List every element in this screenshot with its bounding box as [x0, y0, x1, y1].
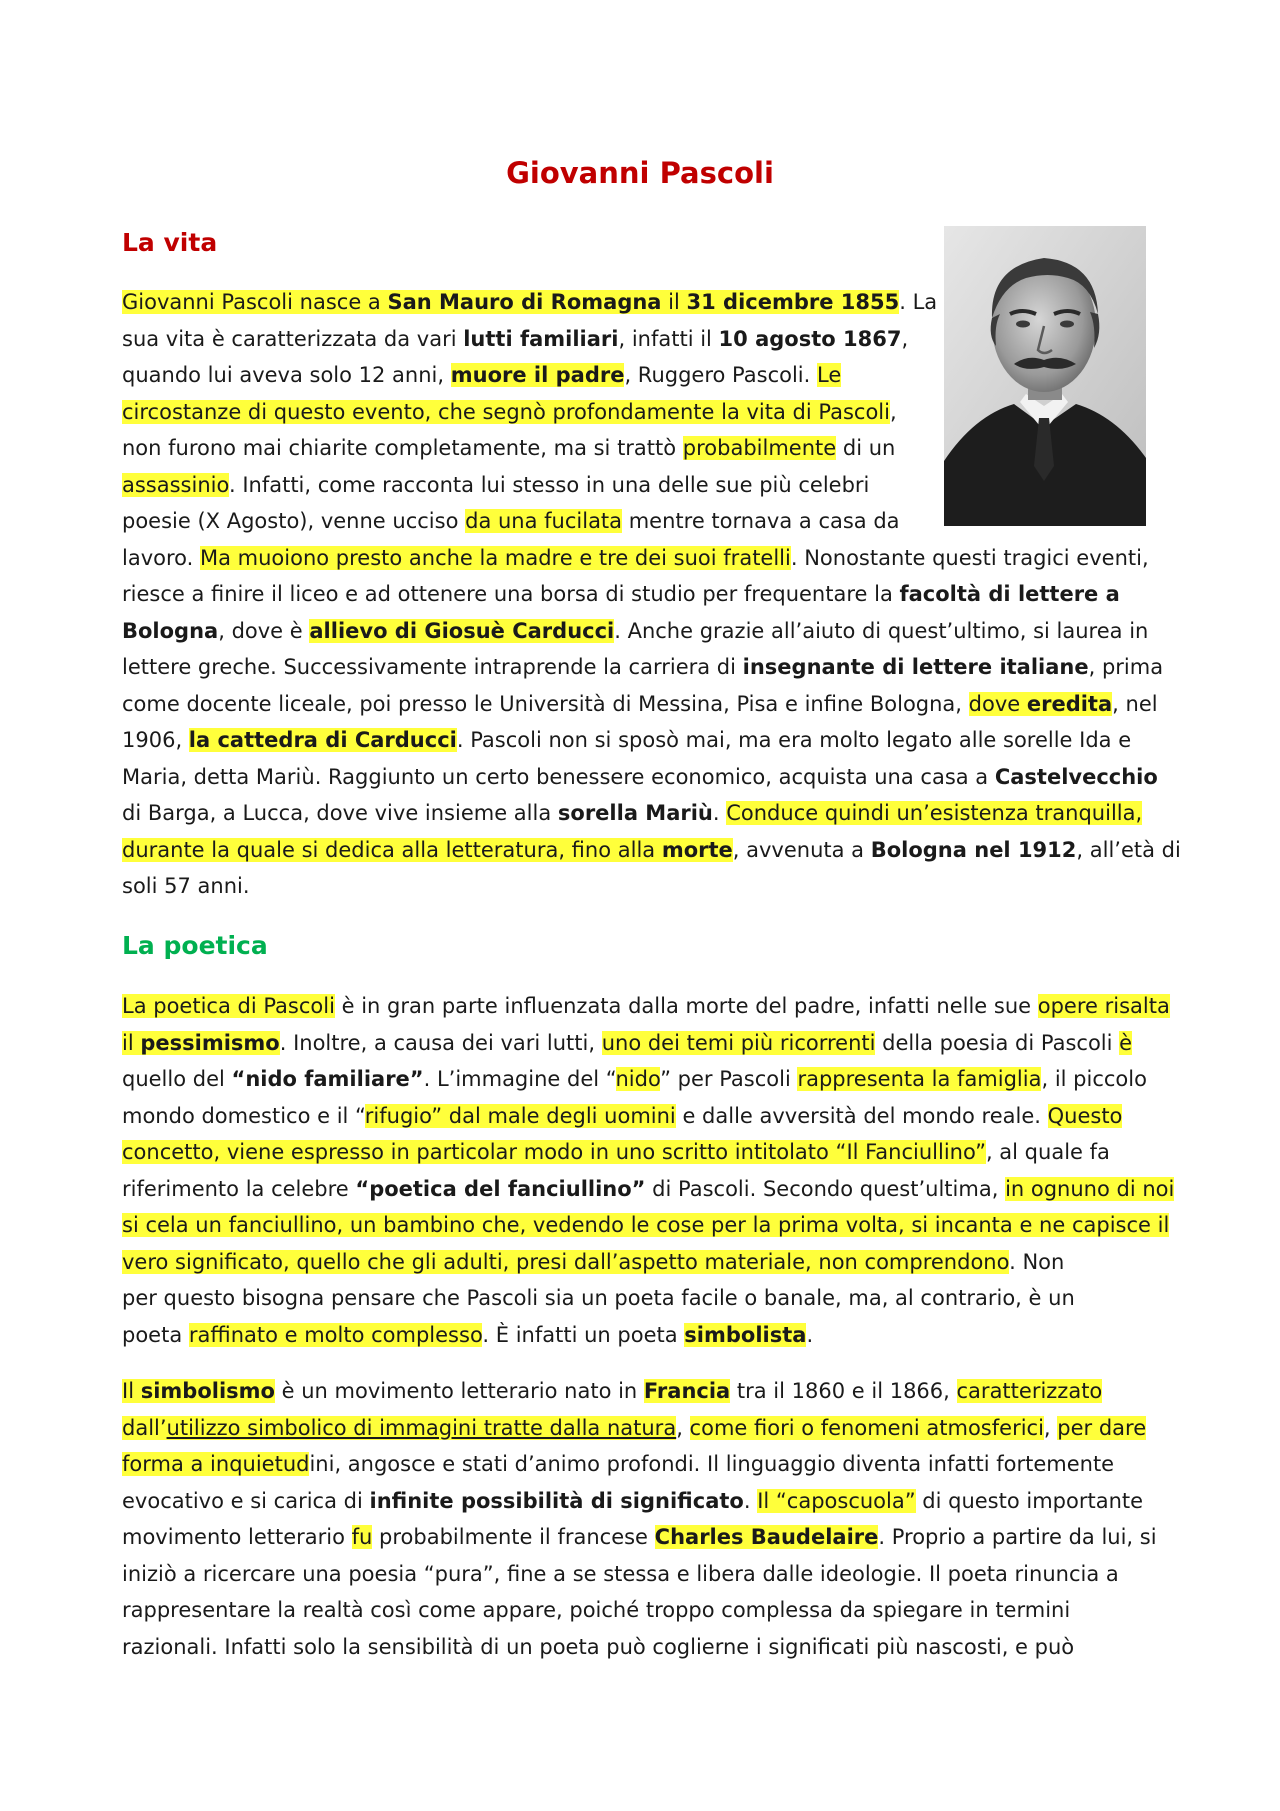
- paragraph-vita: [122, 284, 1181, 905]
- text-run: ini, angosce e stati d’animo profondi. Il linguaggio diventa infatti fortemente: [309, 1452, 1115, 1476]
- text-run: come docente liceale, poi presso le Università di Messina, Pisa e infine Bologna,: [122, 691, 969, 716]
- text-run: razionali. Infatti solo la sensibilità di un poeta può coglierne i significati più nascosti, e può: [122, 1634, 1075, 1659]
- text-run: poeta: [122, 1322, 189, 1347]
- highlighted-text-run: nido: [615, 1067, 661, 1091]
- highlighted-bold-text: simbolista: [684, 1322, 807, 1347]
- highlighted-text-run: Questo: [1047, 1103, 1123, 1128]
- text-run: riesce a finire il liceo e ad ottenere una borsa di studio per frequentare la: [122, 582, 900, 606]
- text-line: [122, 1629, 1157, 1666]
- highlighted-text-run: La poetica di Pascoli: [122, 994, 335, 1018]
- text-run: . Pascoli non si sposò mai, ma era molto legato alle sorelle Ida e: [456, 728, 1132, 752]
- text-run: evocativo e si carica di: [122, 1488, 370, 1513]
- text-run: quello del: [122, 1067, 232, 1091]
- text-run: , dove è: [218, 618, 310, 643]
- text-run: mondo domestico e il “: [122, 1103, 365, 1128]
- text-run: ,: [676, 1415, 690, 1440]
- bold-text: “nido familiare”: [231, 1067, 424, 1091]
- highlighted-text-run: Le: [816, 363, 842, 387]
- highlighted-bold-text: Charles Baudelaire: [654, 1525, 879, 1549]
- text-run: tra il 1860 e il 1866,: [730, 1379, 957, 1403]
- text-line: [122, 795, 1181, 832]
- text-run: . Non: [1009, 1249, 1065, 1274]
- text-run: probabilmente il francese: [372, 1525, 655, 1549]
- text-line: [122, 1519, 1157, 1556]
- highlighted-text-run: in ognuno di noi: [1005, 1176, 1175, 1201]
- text-run: . Nonostante questi tragici eventi,: [790, 545, 1149, 570]
- highlighted-text-run: vero significato, quello che gli adulti, presi dall’aspetto materiale, non comprendono: [122, 1249, 1010, 1274]
- text-line: [122, 1244, 1174, 1281]
- text-line: [122, 1446, 1157, 1483]
- text-run: riferimento la celebre: [122, 1176, 356, 1201]
- text-run: . Anche grazie all’aiuto di quest’ultimo, si laurea in: [614, 618, 1149, 643]
- text-line: [122, 686, 1181, 723]
- text-line: [122, 430, 1181, 467]
- highlighted-text-run: fu: [351, 1525, 373, 1549]
- highlighted-text-run: dall’: [122, 1415, 167, 1440]
- text-run: , avvenuta a: [732, 837, 871, 862]
- text-line: [122, 284, 1181, 321]
- text-run: ,: [889, 399, 897, 424]
- highlighted-text-run: rappresenta la famiglia: [797, 1067, 1042, 1091]
- text-line: [122, 613, 1181, 650]
- highlighted-bold-text: 31 dicembre 1855: [686, 290, 900, 314]
- text-line: [122, 649, 1181, 686]
- bold-text: insegnante di lettere italiane: [742, 655, 1089, 679]
- text-line: [122, 540, 1181, 577]
- text-run: , all’età di: [1076, 837, 1181, 862]
- text-run: . È infatti un poeta: [482, 1322, 685, 1347]
- highlighted-text-run: forma a inquietud: [122, 1452, 310, 1476]
- highlighted-text-run: da una fucilata: [465, 509, 623, 533]
- highlighted-text-run: dove: [968, 691, 1027, 716]
- bold-text: Castelvecchio: [994, 764, 1158, 789]
- text-run: di Barga, a Lucca, dove vive insieme alla: [122, 801, 558, 825]
- text-line: [122, 467, 1181, 504]
- text-line: [122, 394, 1181, 431]
- text-run: , prima: [1088, 655, 1164, 679]
- highlighted-text-run: uno dei temi più ricorrenti: [601, 1030, 876, 1055]
- text-run: è in gran parte influenzata dalla morte del padre, infatti nelle sue: [334, 994, 1038, 1018]
- highlighted-bold-text: San Mauro di Romagna: [387, 290, 662, 314]
- bold-text: 10 agosto 1867: [718, 326, 902, 351]
- text-line: [122, 1207, 1174, 1244]
- highlighted-bold-text: muore il padre: [450, 363, 625, 387]
- text-line: [122, 832, 1181, 869]
- highlighted-text-run: si cela un fanciullino, un bambino che, vedendo le cose per la prima volta, si incanta e ne capisce il: [122, 1213, 1170, 1237]
- highlighted-text-run: durante la quale si dedica alla letteratura, fino alla: [122, 837, 662, 862]
- text-run: ,: [901, 326, 909, 351]
- text-run: di questo importante: [915, 1488, 1144, 1513]
- text-run: , al quale fa: [985, 1140, 1110, 1164]
- highlighted-bold-text: simbolismo: [140, 1379, 275, 1403]
- highlighted-bold-text: la cattedra di Carducci: [188, 728, 457, 752]
- text-line: [122, 1483, 1157, 1520]
- text-line: [122, 1171, 1174, 1208]
- text-run: .: [712, 801, 727, 825]
- text-run: soli 57 anni.: [122, 874, 250, 898]
- bold-text: lutti familiari: [463, 326, 619, 351]
- text-run: di un: [836, 436, 896, 460]
- text-line: [122, 722, 1181, 759]
- highlighted-text-run: il: [122, 1030, 141, 1055]
- highlighted-text-run: Conduce quindi un’esistenza tranquilla,: [726, 801, 1143, 825]
- text-run: .: [743, 1488, 758, 1513]
- highlighted-text-run: rifugio” dal male degli uomini: [364, 1103, 676, 1128]
- bold-text: facoltà di lettere a: [899, 582, 1120, 606]
- highlighted-text-run: per dare: [1057, 1415, 1147, 1440]
- bold-text: Bologna: [122, 618, 219, 643]
- text-run: . La: [899, 290, 938, 314]
- highlighted-text-run: è: [1119, 1030, 1133, 1055]
- bold-text: “poetica del fanciullino”: [355, 1176, 646, 1201]
- text-line: [122, 1317, 1174, 1354]
- bold-text: infinite possibilità di significato: [369, 1488, 744, 1513]
- highlighted-text-run: circostanze di questo evento, che segnò profondamente la vita di Pascoli: [122, 399, 890, 424]
- highlighted-underlined-text: utilizzo simbolico di immagini tratte dalla natura: [166, 1415, 677, 1440]
- highlighted-text-run: come fiori o fenomeni atmosferici: [689, 1415, 1044, 1440]
- text-run: . Infatti, come racconta lui stesso in una delle sue più celebri: [228, 472, 870, 497]
- text-run: ,: [1043, 1415, 1058, 1440]
- text-line: [122, 759, 1181, 796]
- highlighted-text-run: concetto, viene espresso in particolar modo in uno scritto intitolato “Il Fanciullino”: [122, 1140, 986, 1164]
- bold-text: Bologna nel 1912: [870, 837, 1077, 862]
- highlighted-text-run: il: [661, 290, 687, 314]
- text-run: mentre tornava a casa da: [622, 509, 900, 533]
- text-line: [122, 1280, 1174, 1317]
- text-run: ” per Pascoli: [660, 1067, 798, 1091]
- highlighted-bold-text: allievo di Giosuè Carducci: [309, 618, 615, 643]
- text-run: sua vita è caratterizzata da vari: [122, 326, 464, 351]
- highlighted-text-run: opere risalta: [1037, 994, 1170, 1018]
- document-title: Giovanni Pascoli: [506, 156, 774, 190]
- text-run: di Pascoli. Secondo quest’ultima,: [645, 1176, 1006, 1201]
- text-run: poesie (X Agosto), venne ucciso: [122, 509, 466, 533]
- text-run: della poesia di Pascoli: [875, 1030, 1120, 1055]
- text-line: [122, 1025, 1174, 1062]
- highlighted-bold-text: Francia: [643, 1379, 731, 1403]
- highlighted-text-run: Il “caposcuola”: [757, 1488, 916, 1513]
- text-run: , il piccolo: [1041, 1067, 1147, 1091]
- text-run: movimento letterario: [122, 1525, 352, 1549]
- highlighted-bold-text: morte: [661, 837, 733, 862]
- text-line: [122, 1410, 1157, 1447]
- highlighted-text-run: assassinio: [122, 472, 229, 497]
- text-run: e dalle avversità del mondo reale.: [675, 1103, 1048, 1128]
- text-line: [122, 1061, 1174, 1098]
- highlighted-text-run: Ma muoiono presto anche la madre e tre dei suoi fratelli: [199, 545, 791, 570]
- text-run: per questo bisogna pensare che Pascoli sia un poeta facile o banale, ma, al contrario, è un: [122, 1286, 1075, 1310]
- text-run: .: [806, 1322, 814, 1347]
- text-run: quando lui aveva solo 12 anni,: [122, 363, 451, 387]
- text-run: è un movimento letterario nato in: [274, 1379, 644, 1403]
- highlighted-bold-text: pessimismo: [140, 1030, 280, 1055]
- text-run: , Ruggero Pascoli.: [624, 363, 817, 387]
- highlighted-text-run: Il: [122, 1379, 141, 1403]
- text-line: [122, 576, 1181, 613]
- section-heading-vita: La vita: [122, 228, 218, 257]
- text-run: 1906,: [122, 728, 189, 752]
- text-run: . L’immagine del “: [423, 1067, 616, 1091]
- text-line: [122, 868, 1181, 905]
- text-run: , nel: [1112, 691, 1158, 716]
- bold-text: sorella Mariù: [557, 801, 713, 825]
- text-line: [122, 357, 1181, 394]
- paragraph-simbolismo: [122, 1373, 1157, 1665]
- highlighted-bold-text: eredita: [1026, 691, 1113, 716]
- text-run: lettere greche. Successivamente intraprende la carriera di: [122, 655, 743, 679]
- text-run: . Proprio a partire da lui, si: [878, 1525, 1157, 1549]
- paragraph-poetica: [122, 988, 1174, 1353]
- highlighted-text-run: caratterizzato: [956, 1379, 1103, 1403]
- text-line: [122, 1556, 1157, 1593]
- text-line: [122, 1592, 1157, 1629]
- text-line: [122, 988, 1174, 1025]
- text-run: , infatti il: [618, 326, 719, 351]
- text-line: [122, 1373, 1157, 1410]
- highlighted-text-run: Giovanni Pascoli nasce a: [122, 290, 388, 314]
- section-heading-poetica: La poetica: [122, 931, 268, 960]
- highlighted-text-run: raffinato e molto complesso: [188, 1322, 483, 1347]
- text-run: Maria, detta Mariù. Raggiunto un certo benessere economico, acquista una casa a: [122, 764, 995, 789]
- highlighted-text-run: probabilmente: [682, 436, 837, 460]
- text-run: non furono mai chiarite completamente, ma si trattò: [122, 436, 683, 460]
- text-run: iniziò a ricercare una poesia “pura”, fine a se stessa e libera dalle ideologie. Il poeta rinuncia a: [122, 1561, 1119, 1586]
- text-run: . Inoltre, a causa dei vari lutti,: [279, 1030, 602, 1055]
- text-line: [122, 321, 1181, 358]
- text-run: lavoro.: [122, 545, 200, 570]
- text-line: [122, 1098, 1174, 1135]
- text-line: [122, 1134, 1174, 1171]
- text-line: [122, 503, 1181, 540]
- text-run: rappresentare la realtà così come appare, poiché troppo complessa da spiegare in termini: [122, 1598, 1071, 1622]
